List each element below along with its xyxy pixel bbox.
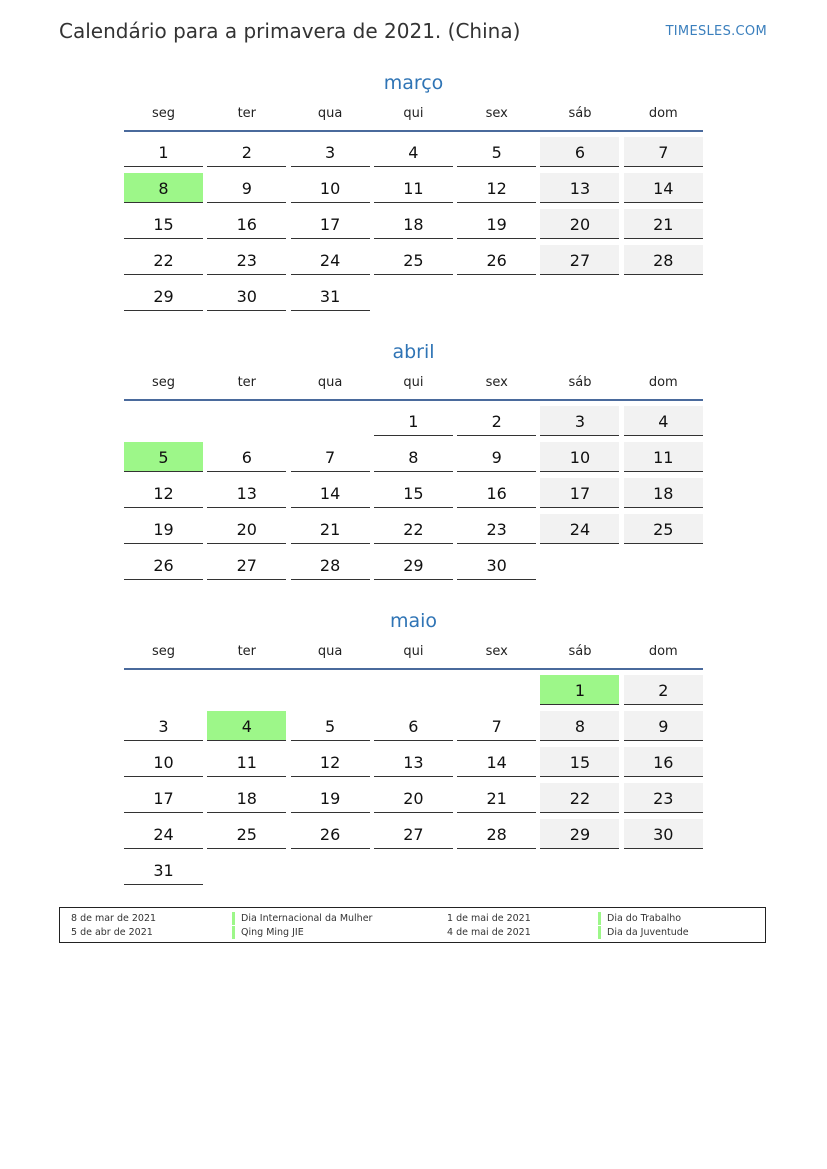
day-cell: 13	[540, 173, 619, 203]
site-brand-link[interactable]: TIMESLES.COM	[665, 24, 767, 39]
legend-date: 8 de mar de 2021	[71, 913, 157, 924]
empty-cell	[624, 550, 703, 580]
weekday-label: seg	[151, 644, 176, 659]
page-title: Calendário para a primavera de 2021. (China)	[59, 19, 521, 43]
empty-cell	[207, 855, 286, 885]
weekday-label: ter	[237, 375, 257, 390]
weekday-label: ter	[237, 106, 257, 121]
week-row	[124, 550, 703, 586]
weekday-label: qui	[403, 375, 424, 390]
day-cell: 26	[457, 245, 536, 275]
empty-cell	[540, 855, 619, 885]
day-cell: 18	[624, 478, 703, 508]
day-cell: 9	[207, 173, 286, 203]
weekday-label: sex	[485, 644, 508, 659]
legend-date: 4 de mai de 2021	[447, 927, 531, 938]
legend-date: 1 de mai de 2021	[447, 913, 531, 924]
day-cell: 29	[374, 550, 453, 580]
day-cell: 16	[457, 478, 536, 508]
day-cell: 20	[540, 209, 619, 239]
day-cell: 28	[291, 550, 370, 580]
day-cell: 21	[457, 783, 536, 813]
empty-cell	[624, 855, 703, 885]
day-cell: 11	[207, 747, 286, 777]
day-cell: 17	[540, 478, 619, 508]
day-cell: 6	[207, 442, 286, 472]
empty-cell	[374, 855, 453, 885]
day-cell: 10	[124, 747, 203, 777]
legend-holiday-name: Dia Internacional da Mulher	[232, 912, 372, 925]
legend-date: 5 de abr de 2021	[71, 927, 153, 938]
day-cell: 15	[540, 747, 619, 777]
empty-cell	[207, 675, 286, 705]
day-cell: 29	[540, 819, 619, 849]
day-cell: 24	[291, 245, 370, 275]
day-cell: 20	[374, 783, 453, 813]
day-cell: 22	[374, 514, 453, 544]
month-title: abril	[392, 341, 435, 363]
weekday-label: dom	[648, 375, 678, 390]
week-row	[124, 137, 703, 173]
week-row	[124, 819, 703, 855]
empty-cell	[124, 675, 203, 705]
day-cell: 15	[374, 478, 453, 508]
day-cell: 18	[207, 783, 286, 813]
holiday-day-cell: 5	[124, 442, 203, 472]
empty-cell	[457, 281, 536, 311]
week-row	[124, 783, 703, 819]
day-cell: 12	[457, 173, 536, 203]
day-cell: 22	[124, 245, 203, 275]
day-cell: 20	[207, 514, 286, 544]
day-cell: 11	[624, 442, 703, 472]
day-cell: 27	[540, 245, 619, 275]
empty-cell	[374, 675, 453, 705]
day-cell: 24	[124, 819, 203, 849]
day-cell: 14	[624, 173, 703, 203]
week-row	[124, 675, 703, 711]
holiday-day-cell: 1	[540, 675, 619, 705]
day-cell: 27	[374, 819, 453, 849]
day-cell: 30	[457, 550, 536, 580]
day-cell: 23	[624, 783, 703, 813]
day-cell: 12	[124, 478, 203, 508]
empty-cell	[124, 406, 203, 436]
day-cell: 31	[291, 281, 370, 311]
week-row	[124, 281, 703, 317]
weekday-label: sáb	[568, 644, 592, 659]
day-cell: 13	[374, 747, 453, 777]
day-cell: 23	[207, 245, 286, 275]
weekday-label: qui	[403, 106, 424, 121]
day-cell: 21	[624, 209, 703, 239]
day-cell: 2	[207, 137, 286, 167]
weekday-header	[124, 637, 703, 667]
empty-cell	[374, 281, 453, 311]
day-cell: 19	[457, 209, 536, 239]
day-cell: 25	[374, 245, 453, 275]
weekday-label: ter	[237, 644, 257, 659]
weekday-label: sáb	[568, 375, 592, 390]
day-cell: 6	[374, 711, 453, 741]
day-cell: 7	[624, 137, 703, 167]
day-cell: 18	[374, 209, 453, 239]
day-cell: 30	[624, 819, 703, 849]
week-row	[124, 514, 703, 550]
day-cell: 21	[291, 514, 370, 544]
empty-cell	[291, 406, 370, 436]
weekday-label: qua	[317, 375, 343, 390]
month-title: março	[383, 72, 444, 94]
empty-cell	[291, 675, 370, 705]
weekday-label: sáb	[568, 106, 592, 121]
day-cell: 17	[124, 783, 203, 813]
day-cell: 3	[124, 711, 203, 741]
weekday-label: sex	[485, 106, 508, 121]
day-cell: 2	[624, 675, 703, 705]
day-cell: 3	[291, 137, 370, 167]
day-cell: 31	[124, 855, 203, 885]
empty-cell	[540, 281, 619, 311]
empty-cell	[291, 855, 370, 885]
weekday-label: seg	[151, 106, 176, 121]
weekday-label: qua	[317, 644, 343, 659]
weekday-label: dom	[648, 106, 678, 121]
day-cell: 12	[291, 747, 370, 777]
day-cell: 10	[291, 173, 370, 203]
week-row	[124, 442, 703, 478]
day-cell: 8	[374, 442, 453, 472]
empty-cell	[207, 406, 286, 436]
empty-cell	[457, 675, 536, 705]
legend-holiday-name: Dia do Trabalho	[598, 912, 681, 925]
empty-cell	[457, 855, 536, 885]
day-cell: 9	[457, 442, 536, 472]
day-cell: 25	[624, 514, 703, 544]
month-calendar	[124, 69, 703, 317]
day-cell: 28	[624, 245, 703, 275]
day-cell: 17	[291, 209, 370, 239]
week-row	[124, 478, 703, 514]
legend-holiday-name: Qing Ming JIE	[232, 926, 304, 939]
week-row	[124, 173, 703, 209]
day-cell: 23	[457, 514, 536, 544]
weekday-label: dom	[648, 644, 678, 659]
day-cell: 22	[540, 783, 619, 813]
day-cell: 1	[374, 406, 453, 436]
day-cell: 7	[291, 442, 370, 472]
day-cell: 1	[124, 137, 203, 167]
day-cell: 9	[624, 711, 703, 741]
week-row	[124, 855, 703, 891]
day-cell: 15	[124, 209, 203, 239]
day-cell: 16	[207, 209, 286, 239]
day-cell: 27	[207, 550, 286, 580]
day-cell: 16	[624, 747, 703, 777]
empty-cell	[540, 550, 619, 580]
day-cell: 24	[540, 514, 619, 544]
week-row	[124, 209, 703, 245]
day-cell: 4	[624, 406, 703, 436]
day-cell: 26	[124, 550, 203, 580]
day-cell: 13	[207, 478, 286, 508]
weekday-header	[124, 99, 703, 129]
day-cell: 28	[457, 819, 536, 849]
weekday-label: seg	[151, 375, 176, 390]
month-calendar	[124, 338, 703, 586]
month-title: maio	[389, 610, 438, 632]
day-cell: 3	[540, 406, 619, 436]
weekday-label: qui	[403, 644, 424, 659]
day-cell: 7	[457, 711, 536, 741]
day-cell: 5	[457, 137, 536, 167]
week-row	[124, 747, 703, 783]
day-cell: 30	[207, 281, 286, 311]
legend-holiday-name: Dia da Juventude	[598, 926, 689, 939]
holiday-legend	[59, 907, 766, 943]
weekday-label: qua	[317, 106, 343, 121]
month-calendar	[124, 607, 703, 891]
day-cell: 19	[291, 783, 370, 813]
day-cell: 29	[124, 281, 203, 311]
weekday-header	[124, 368, 703, 398]
week-row	[124, 245, 703, 281]
day-cell: 11	[374, 173, 453, 203]
day-cell: 5	[291, 711, 370, 741]
day-cell: 10	[540, 442, 619, 472]
week-row	[124, 711, 703, 747]
day-cell: 8	[540, 711, 619, 741]
day-cell: 4	[374, 137, 453, 167]
week-row	[124, 406, 703, 442]
day-cell: 14	[291, 478, 370, 508]
day-cell: 19	[124, 514, 203, 544]
day-cell: 6	[540, 137, 619, 167]
day-cell: 26	[291, 819, 370, 849]
day-cell: 25	[207, 819, 286, 849]
day-cell: 14	[457, 747, 536, 777]
holiday-day-cell: 8	[124, 173, 203, 203]
weekday-label: sex	[485, 375, 508, 390]
empty-cell	[624, 281, 703, 311]
day-cell: 2	[457, 406, 536, 436]
holiday-day-cell: 4	[207, 711, 286, 741]
